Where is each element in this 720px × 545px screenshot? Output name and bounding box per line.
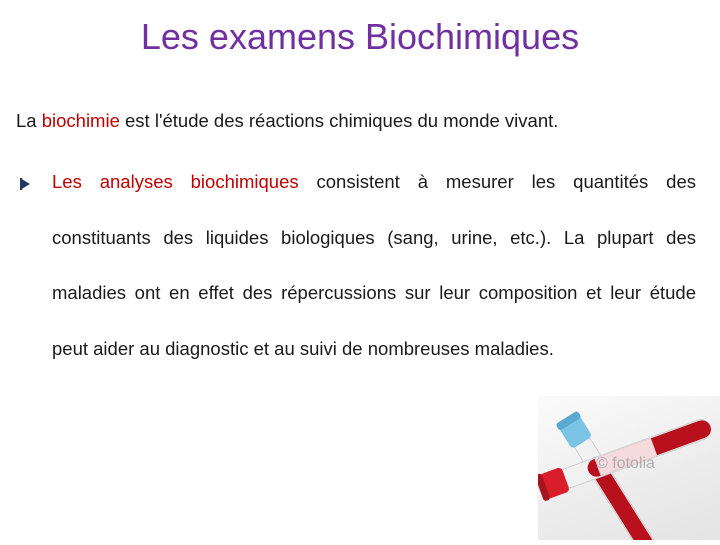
intro-after: est l'étude des réactions chimiques du monde vivant. <box>119 110 559 131</box>
intro-highlight: biochimie <box>41 110 120 131</box>
intro-text <box>16 110 706 132</box>
bullet-paragraph <box>52 154 696 376</box>
bullet-text: consistent à mesurer les quantités des constituants des liquides biologiques (sang, urine, etc.). La plupart des maladies ont en effet des répercussions sur leur composition et leur étude peut aider au diagnostic et au suivi de nombreuses maladies. <box>52 171 696 359</box>
bullet-arrow-icon <box>20 178 30 190</box>
intro-before: La <box>16 110 42 131</box>
slide-title: Les examens Biochimiques <box>140 16 580 57</box>
bullet-highlight: Les analyses biochimiques <box>52 171 299 192</box>
watermark-text: © fotolia <box>596 455 655 472</box>
